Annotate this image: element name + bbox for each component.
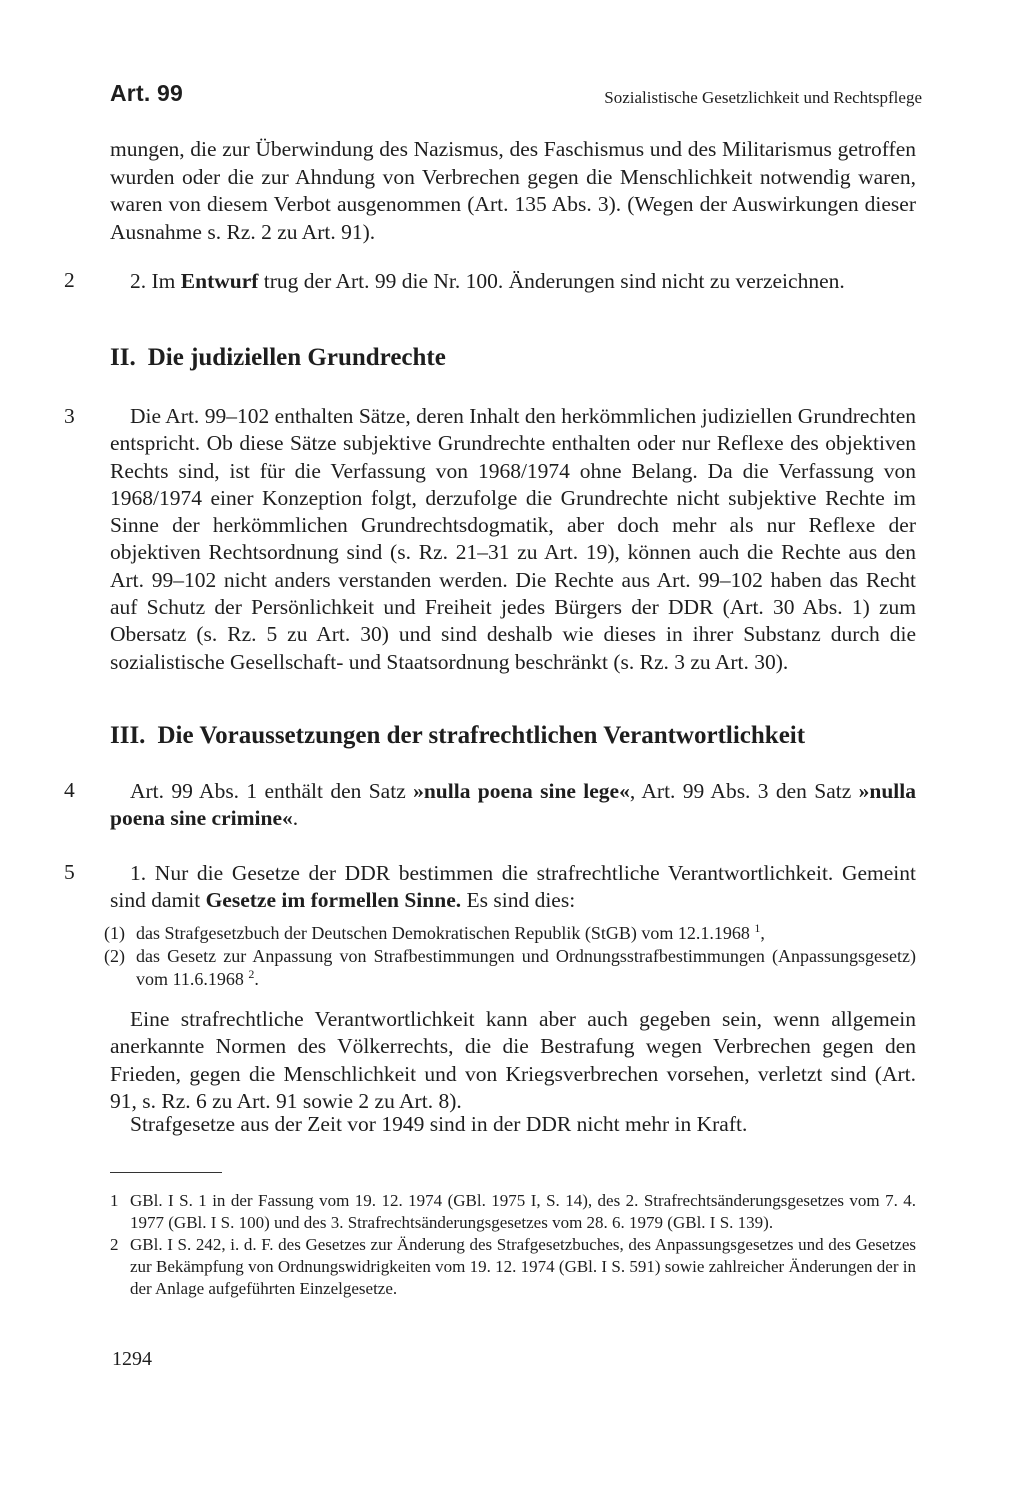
footnote-number: 1 xyxy=(110,1191,119,1210)
list-item-body: das Gesetz zur Anpassung von Strafbestimmungen und Ordnungsstrafbestimmungen (Anpassungsgesetz) vom 11.6.1968 xyxy=(136,946,916,989)
footnote-divider xyxy=(110,1172,222,1173)
footnote xyxy=(110,1234,916,1300)
footnote xyxy=(110,1190,916,1234)
section-heading-iii xyxy=(110,722,805,750)
section-iii-title: Die Voraussetzungen der strafrechtlichen Verantwortlichkeit xyxy=(157,722,806,749)
paragraph-4-bold-a: »nulla poena sine lege« xyxy=(413,779,630,803)
footnote-number: 2 xyxy=(110,1235,119,1254)
list-item-text xyxy=(136,945,916,991)
paragraph-2-text-b: trug der Art. 99 die Nr. 100. Änderungen sind nicht zu verzeichnen. xyxy=(258,269,845,293)
paragraph-5-text-b: Es sind dies: xyxy=(461,888,576,913)
list-marker: (2) xyxy=(104,946,125,966)
footnote-ref: 1 xyxy=(754,921,761,935)
statute-list xyxy=(104,922,916,991)
paragraph-5-continued: Eine strafrechtliche Verantwortlichkeit kann aber auch gegeben sein, wenn allgemein anerkannte Normen des Völkerrechts, die die Bestrafung wegen Verbrechen gegen den Frieden, gegen die Menschlichkeit und von Kriegsverbrechen vorsehen, verletzt sind (Art. 91, s. Rz. 6 zu Art. 91 sowie 2 zu Art. 8). xyxy=(110,1007,916,1113)
footnote-text: GBl. I S. 242, i. d. F. des Gesetzes zur Änderung des Strafgesetzbuches, des Anpassungsgesetzes und des Gesetzes zur Bekämpfung von Ordnungswidrigkeiten vom 19. 12. 1974 (GBl. I S. 591) sowie zahlreicher Änderungen der in der Anlage aufgeführten Einzelgesetze. xyxy=(130,1235,916,1298)
section-iii-number: III. xyxy=(110,722,146,749)
paragraph-2-bold: Entwurf xyxy=(180,269,259,293)
paragraph-4-text-c: . xyxy=(292,806,299,831)
list-item xyxy=(104,945,916,991)
paragraph-5-text-a: 1. Nur die Gesetze der DDR bestimmen die strafrechtliche Verantwortlichkeit. Gemeint sind damit xyxy=(110,861,916,913)
page-number: 1294 xyxy=(112,1348,152,1370)
section-heading-ii xyxy=(110,344,446,372)
footnote-ref: 2 xyxy=(248,967,255,981)
paragraph-4-text-a: Art. 99 Abs. 1 enthält den Satz xyxy=(130,779,414,803)
paragraph-4-text-b: , Art. 99 Abs. 3 den Satz xyxy=(629,779,859,803)
paragraph-2 xyxy=(130,268,916,295)
list-item-tail: , xyxy=(760,923,765,943)
article-header: Art. 99 xyxy=(110,80,183,106)
margin-number-3: 3 xyxy=(64,404,75,428)
list-item-text xyxy=(136,922,916,945)
list-item-tail: . xyxy=(254,969,259,989)
running-title: Sozialistische Gesetzlichkeit und Rechtspflege xyxy=(604,88,922,107)
paragraph-5-final: Strafgesetze aus der Zeit vor 1949 sind in der DDR nicht mehr in Kraft. xyxy=(130,1112,748,1136)
paragraph-5 xyxy=(110,860,916,915)
section-ii-title: Die judiziellen Grundrechte xyxy=(147,344,446,371)
footnote-text: GBl. I S. 1 in der Fassung vom 19. 12. 1974 (GBl. 1975 I, S. 14), des 2. Strafrechtsänderungsgesetzes vom 7. 4. 1977 (GBl. I S. 100) und des 3. Strafrechtsänderungsgesetzes vom 28. 6. 1979 (GBl. I S. 139). xyxy=(130,1191,916,1232)
paragraph-5-bold: Gesetze im formellen Sinne. xyxy=(205,888,462,913)
paragraph-2-text-a: 2. Im xyxy=(130,269,181,293)
paragraph-4-bold-b: »nulla poena sine crimine« xyxy=(110,779,916,831)
paragraph-3: Die Art. 99–102 enthalten Sätze, deren Inhalt den herkömmlichen judiziellen Grundrechten entspricht. Ob diese Sätze subjektive Grundrechte enthalten oder nur Reflexe des objektiven Rechts sind, ist für die Verfassung von 1968/1974 ohne Belang. Da die Verfassung von 1968/1974 einer Konzeption folgt, derzufolge die Grundrechte nicht subjektive Rechte im Sinne der herkömmlichen Grundrechtsdogmatik, aber doch mehr als nur Reflexe der objektiven Rechtsordnung sind (s. Rz. 21–31 zu Art. 19), können auch die Rechte aus den Art. 99–102 nicht anders verstanden werden. Die Rechte aus Art. 99–102 haben das Recht auf Schutz der Persönlichkeit und Freiheit jedes Bürgers der DDR (Art. 30 Abs. 1) zum Obersatz (s. Rz. 5 zu Art. 30) und sind deshalb wie dieses in ihrer Substanz durch die sozialistische Gesellschaft- und Staatsordnung beschränkt (s. Rz. 3 zu Art. 30). xyxy=(110,404,916,674)
intro-paragraph: mungen, die zur Überwindung des Nazismus, des Faschismus und des Militarismus getroffen wurden oder die zur Ahndung von Verbrechen gegen die Menschlichkeit notwendig waren, waren von diesem Verbot ausgenommen (Art. 135 Abs. 3). (Wegen der Auswirkungen dieser Ausnahme s. Rz. 2 zu Art. 91). xyxy=(110,137,916,244)
margin-number-2: 2 xyxy=(64,268,75,292)
margin-number-4: 4 xyxy=(64,778,75,802)
footnotes xyxy=(110,1190,916,1300)
list-marker: (1) xyxy=(104,923,125,943)
list-item xyxy=(104,922,916,945)
list-item-body: das Strafgesetzbuch der Deutschen Demokratischen Republik (StGB) vom 12.1.1968 xyxy=(136,923,750,943)
margin-number-5: 5 xyxy=(64,860,75,884)
paragraph-4 xyxy=(110,778,916,833)
section-ii-number: II. xyxy=(110,344,136,371)
